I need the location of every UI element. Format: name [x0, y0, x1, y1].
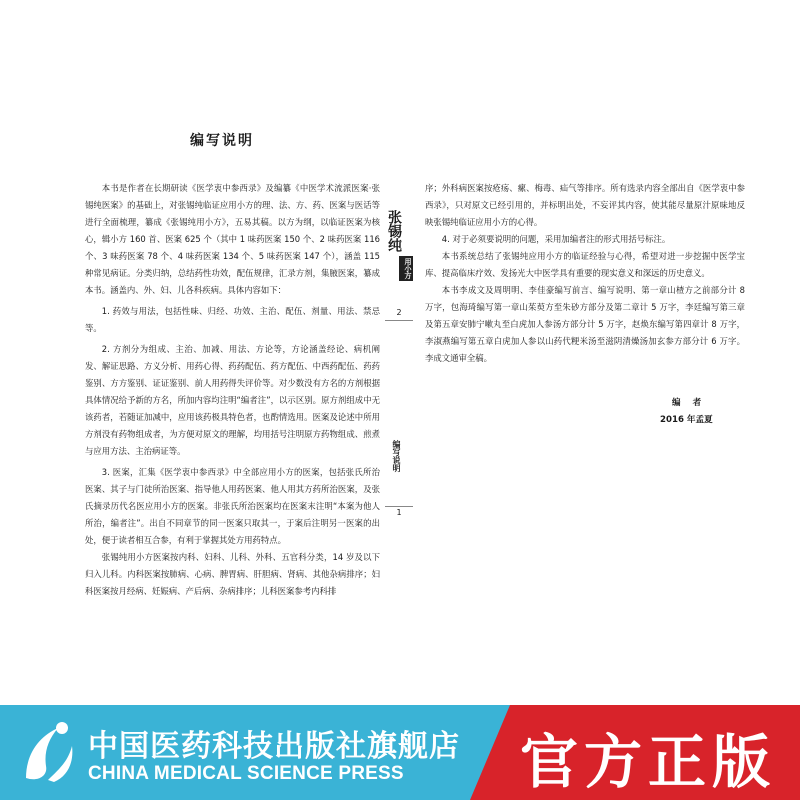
left-page [60, 100, 380, 596]
page-number: 2 [396, 308, 402, 317]
running-section-label: 编写说明 [392, 440, 401, 472]
page-title: 编写说明 [190, 133, 254, 149]
running-header [383, 210, 413, 320]
paragraph: 本书是作者在长期研读《医学衷中参西录》及编纂《中医学术流派医案·张锡纯医案》的基础上，对张锡纯临证应用小方的理、法、方、药、医案与医话等进行全面梳理，纂成《张锡纯用小方》，五易其稿。以方为纲，以临证医案为核心，辑小方 160 首、医案 625 个（其中 1 味药医案 150 个、2 味药医案 116 个、3 味药医案 78 个、4 味药医案 134 个、5 味药医案 147 个），涵盖 115 种常见病证。分类归纳，总结药性功效，配伍规律，汇录方剂，集腋医案，纂成本书。涵盖内、外、妇、儿各科疾病。具体内容如下： [85, 183, 380, 295]
paragraph: 4. 对于必须要说明的问题，采用加编者注的形式用括号标注。 [441, 234, 671, 244]
running-section [383, 440, 413, 510]
paragraph: 3. 医案，汇集《医学衷中参西录》中全部应用小方的医案，包括张氏所治医案、其子与门徒所治医案、指导他人用药医案、他人用其方药所治医案，及张氏摘录历代名医应用小方的医案。非张氏所治医案均在医案末注明“本案为他人所治，编者注”。出自不同章节的同一医案只取其一，于案后注明另一医案的出处，便于读者相互合参，有利于掌握其处方用药特点。 [85, 467, 380, 545]
publisher-logo-icon [18, 718, 76, 786]
publisher-name-en: CHINA MEDICAL SCIENCE PRESS [88, 763, 404, 784]
signature-date: 2016 年孟夏 [660, 415, 713, 425]
paragraph: 本书系统总结了张锡纯应用小方的临证经验与心得，希望对进一步挖掘中医学宝库、提高临床疗效、发扬光大中医学具有重要的现实意义和深远的历史意义。 [425, 251, 745, 278]
page-number-rule [385, 506, 413, 507]
right-page [420, 100, 760, 590]
signature: 编者 [672, 398, 714, 408]
official-genuine-label: 官方正版 [520, 728, 777, 796]
paragraph: 序；外科病医案按疮疡、瘰、梅毒、疝气等排序。所有选录内容全部出自《医学衷中参西录》，只对原文已经引用的，并标明出处，不妄评其内容，使其能尽量原汁原味地反映张锡纯临证应用小方的心得。 [425, 183, 745, 227]
paragraph: 1. 药效与用法，包括性味、归经、功效、主治、配伍、剂量、用法、禁忌等。 [85, 306, 380, 333]
right-body-text [425, 180, 745, 367]
left-body-text [85, 180, 380, 600]
page-number-rule [385, 320, 413, 321]
store-banner [0, 705, 800, 800]
publisher-name-cn: 中国医药科技出版社旗舰店 [88, 729, 460, 764]
paragraph: 张锡纯用小方医案按内科、妇科、儿科、外科、五官科分类，14 岁及以下归入儿科。内科医案按肺病、心病、脾胃病、肝胆病、肾病、其他杂病排序；妇科医案按月经病、妊娠病、产后病、杂病排序；儿科医案参考内科排 [85, 552, 380, 596]
running-book-title: 张锡纯 [386, 210, 402, 252]
paragraph: 2. 方剂分为组成、主治、加减、用法、方论等，方论涵盖经论、病机阐发、解证思路、方义分析、用药心得、药药配伍、药方配伍、中西药配伍、药药鉴别、方方鉴别、证证鉴别、前人用药得失评价等。对少数没有方名的方剂根据具体情况给予新的方名，所加内容均注明“编者注”，以示区别。原方剂组成中无该药者，若随证加减中，应用该药极具特色者，也酌情选用。医案及论述中所用方剂没有药物组成者，为方便对原文的理解，均用括号注明原方药物组成、煎煮与应用方法、主治病证等。 [85, 344, 380, 456]
paragraph: 本书李成文及周明明、李佳豪编写前言、编写说明、第一章山楂方之前部分计 8 万字，包海琦编写第一章山茱萸方至朱砂方部分及第二章计 5 万字，李廷编写第三章及第五章安肺宁嗽丸至白虎加人参汤方部分计 5 万字，赵焕东编写第四章计 8 万字，李淑燕编写第五章白虎加人参以山药代粳米汤至滋阴清燥汤加玄参方部分计 6 万字。李成文通审全稿。 [425, 285, 745, 363]
page-number: 1 [396, 508, 402, 517]
running-book-subtitle: 用小方 [399, 256, 413, 281]
